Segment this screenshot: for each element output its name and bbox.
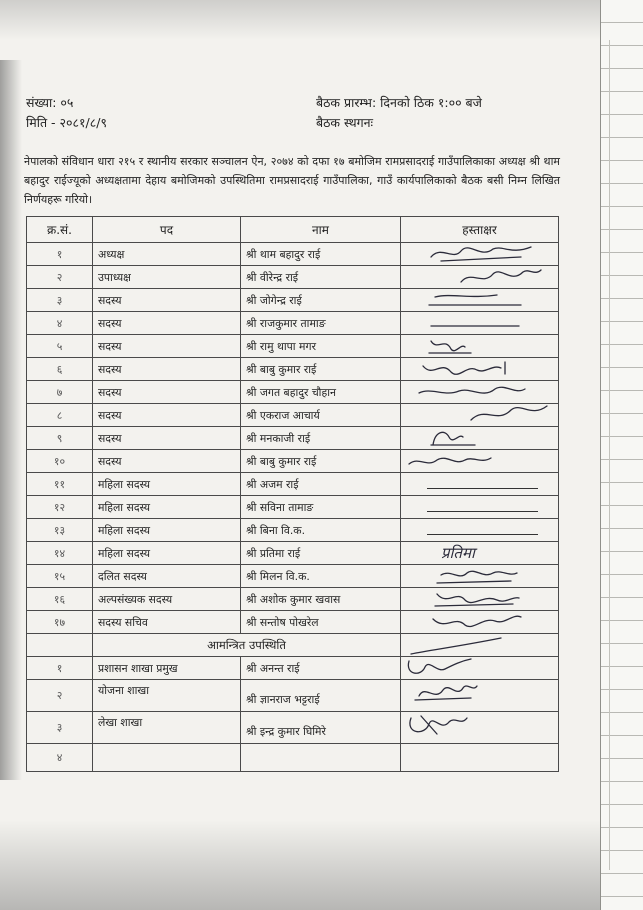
signature-cell <box>401 744 559 772</box>
member-name: श्री अजम राई <box>241 473 401 496</box>
header-name: नाम <box>241 217 401 243</box>
member-sn: ३ <box>27 289 93 312</box>
member-post: सदस्य <box>93 289 241 312</box>
invited-section-row <box>27 634 559 657</box>
signature-cell <box>401 266 559 289</box>
table-row <box>27 542 559 565</box>
signature-cell <box>401 358 559 381</box>
member-sn: १५ <box>27 565 93 588</box>
signature-cell <box>401 519 559 542</box>
header-post: पद <box>93 217 241 243</box>
invited-sn: ३ <box>27 712 93 744</box>
table-row <box>27 519 559 542</box>
signature-mark <box>401 712 559 739</box>
member-post: महिला सदस्य <box>93 496 241 519</box>
invited-post: योजना शाखा <box>93 680 241 712</box>
member-name: श्री बाबु कुमार राई <box>241 450 401 473</box>
table-row <box>27 427 559 450</box>
member-name: श्री मनकाजी राई <box>241 427 401 450</box>
invited-name <box>241 744 401 772</box>
signature-cell <box>401 611 559 634</box>
member-name: श्री सविना तामाङ <box>241 496 401 519</box>
header-signature: हस्ताक्षर <box>401 217 559 243</box>
signature-mark <box>401 312 559 334</box>
signature-cell <box>401 588 559 611</box>
member-post: अध्यक्ष <box>93 243 241 266</box>
member-name: श्री बाबु कुमार राई <box>241 358 401 381</box>
table-row <box>27 266 559 289</box>
invited-name: श्री अनन्त राई <box>241 657 401 680</box>
signature-cell <box>401 473 559 496</box>
table-row <box>27 358 559 381</box>
invited-row <box>27 657 559 680</box>
member-sn: ४ <box>27 312 93 335</box>
signature-mark <box>401 680 559 707</box>
signature-mark <box>401 565 559 587</box>
table-row <box>27 381 559 404</box>
table-row <box>27 335 559 358</box>
invited-row <box>27 712 559 744</box>
signature-mark <box>401 381 559 403</box>
member-post: सदस्य <box>93 335 241 358</box>
member-post: सदस्य सचिव <box>93 611 241 634</box>
signature-mark <box>401 427 559 449</box>
signature-mark <box>401 588 559 610</box>
signature-cell <box>401 312 559 335</box>
table-row <box>27 473 559 496</box>
table-header-row <box>27 217 559 243</box>
member-sn: ९ <box>27 427 93 450</box>
signature-blank-line <box>427 534 538 535</box>
member-name: श्री राजकुमार तामाङ <box>241 312 401 335</box>
member-sn: ५ <box>27 335 93 358</box>
signature-cell <box>401 289 559 312</box>
table-row <box>27 312 559 335</box>
signature-handwritten: प्रतिमा <box>441 544 475 562</box>
member-post: महिला सदस्य <box>93 473 241 496</box>
member-sn: १४ <box>27 542 93 565</box>
member-name: श्री एकराज आचार्य <box>241 404 401 427</box>
signature-cell <box>401 381 559 404</box>
invited-sn: १ <box>27 657 93 680</box>
signature-cell <box>401 496 559 519</box>
signature-mark <box>401 404 559 426</box>
signature-cell <box>401 335 559 358</box>
member-name: श्री रामु थापा मगर <box>241 335 401 358</box>
invited-row <box>27 680 559 712</box>
member-post: सदस्य <box>93 427 241 450</box>
meeting-number: संख्या: ०५ <box>26 95 74 110</box>
invited-blank-cell <box>27 634 93 657</box>
signature-cell <box>401 404 559 427</box>
signature-mark <box>401 611 559 633</box>
header-sn: क्र.सं. <box>27 217 93 243</box>
invited-post: प्रशासन शाखा प्रमुख <box>93 657 241 680</box>
signature-mark <box>401 335 559 357</box>
signature-mark <box>401 657 559 679</box>
signature-blank-line <box>427 488 538 489</box>
member-name: श्री अशोक कुमार खवास <box>241 588 401 611</box>
scan-shadow-left <box>0 60 22 780</box>
signature-cell <box>401 680 559 712</box>
signature-mark <box>401 243 559 265</box>
signature-mark <box>401 450 559 472</box>
table-row <box>27 289 559 312</box>
table-row <box>27 496 559 519</box>
member-name: श्री मिलन वि.क. <box>241 565 401 588</box>
signature-cell <box>401 634 559 657</box>
member-sn: १ <box>27 243 93 266</box>
invited-sn: २ <box>27 680 93 712</box>
table-row <box>27 565 559 588</box>
signature-cell <box>401 712 559 744</box>
invited-name: श्री ज्ञानराज भट्टराई <box>241 680 401 712</box>
meeting-date: मिति - २०८१/८/९ <box>26 115 107 130</box>
member-sn: १७ <box>27 611 93 634</box>
invited-row <box>27 744 559 772</box>
member-sn: १६ <box>27 588 93 611</box>
table-row <box>27 243 559 266</box>
member-post: उपाध्यक्ष <box>93 266 241 289</box>
notebook-page-edge <box>600 0 643 910</box>
member-name: श्री सन्तोष पोखरेल <box>241 611 401 634</box>
member-name: श्री थाम बहादुर राई <box>241 243 401 266</box>
signature-blank-line <box>427 511 538 512</box>
member-name: श्री बिना वि.क. <box>241 519 401 542</box>
member-name: श्री जगत बहादुर चौहान <box>241 381 401 404</box>
member-post: अल्पसंख्यक सदस्य <box>93 588 241 611</box>
invited-name: श्री इन्द्र कुमार घिमिरे <box>241 712 401 744</box>
member-post: सदस्य <box>93 358 241 381</box>
member-sn: २ <box>27 266 93 289</box>
invited-title: आमन्त्रित उपस्थिति <box>93 634 401 657</box>
table-row <box>27 588 559 611</box>
member-sn: १२ <box>27 496 93 519</box>
signature-cell <box>401 657 559 680</box>
member-sn: ११ <box>27 473 93 496</box>
signature-mark <box>401 289 559 311</box>
member-name: श्री प्रतिमा राई <box>241 542 401 565</box>
signature-mark <box>401 266 559 288</box>
member-post: महिला सदस्य <box>93 542 241 565</box>
member-sn: ८ <box>27 404 93 427</box>
member-post: दलित सदस्य <box>93 565 241 588</box>
table-row <box>27 404 559 427</box>
signature-cell <box>401 243 559 266</box>
table-row <box>27 450 559 473</box>
signature-cell <box>401 542 559 565</box>
member-sn: ७ <box>27 381 93 404</box>
invited-post: लेखा शाखा <box>93 712 241 744</box>
member-name: श्री जोगेन्द्र राई <box>241 289 401 312</box>
meeting-adjourn: बैठक स्थगनः <box>316 115 374 130</box>
intro-paragraph: नेपालको संविधान धारा २१५ र स्थानीय सरकार सञ्चालन ऐन, २०७४ को दफा १७ बमोजिम रामप्रसादराई गाउँपालिकाका अध्यक्ष श्री थाम बहादुर राईज्यूको अध्यक्षतामा देहाय बमोजिमको उपस्थितिमा रामप्रसादराई गाउँपालिका, गाउँ कार्यपालिकाको बैठक बसी निम्न लिखित निर्णयहरू गरियो। <box>24 155 560 206</box>
attendance-table <box>26 216 559 772</box>
member-post: सदस्य <box>93 312 241 335</box>
signature-cell <box>401 450 559 473</box>
scan-shadow-top <box>0 0 600 40</box>
member-post: सदस्य <box>93 404 241 427</box>
table-row <box>27 611 559 634</box>
scan-shadow-bottom <box>0 820 600 910</box>
signature-mark <box>401 634 559 656</box>
signature-mark <box>401 358 559 380</box>
member-sn: १३ <box>27 519 93 542</box>
member-post: सदस्य <box>93 381 241 404</box>
member-name: श्री वीरेन्द्र राई <box>241 266 401 289</box>
member-post: महिला सदस्य <box>93 519 241 542</box>
signature-cell <box>401 427 559 450</box>
member-sn: ६ <box>27 358 93 381</box>
member-sn: १० <box>27 450 93 473</box>
invited-sn: ४ <box>27 744 93 772</box>
notebook-margin-line <box>609 40 610 870</box>
meeting-start-time: बैठक प्रारम्भ: दिनको ठिक १:०० बजे <box>316 95 482 110</box>
invited-post <box>93 744 241 772</box>
member-post: सदस्य <box>93 450 241 473</box>
signature-cell <box>401 565 559 588</box>
